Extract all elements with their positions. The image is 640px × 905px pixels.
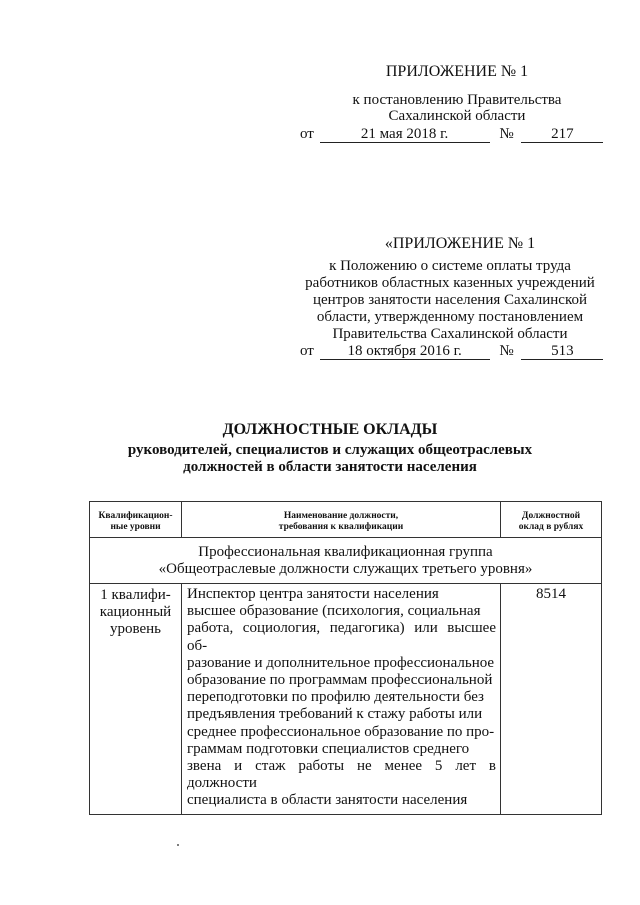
document-subtitle: руководителей, специалистов и служащих общеотраслевых xyxy=(127,442,533,458)
decree-number: 217 xyxy=(521,127,603,143)
amended-appendix-reference xyxy=(290,258,610,343)
appendix-region: Сахалинской области xyxy=(388,108,526,124)
requirement-line: звена и стаж работы не менее 5 лет в должности xyxy=(187,758,496,792)
appendix-date-line xyxy=(300,126,600,143)
reference-line: области, утвержденному постановлением xyxy=(316,309,584,325)
reference-line: работников областных казенных учреждений xyxy=(305,275,595,291)
decree-date: 21 мая 2018 г. xyxy=(320,127,490,143)
salary-table xyxy=(89,501,602,815)
position-name: Инспектор центра занятости населения xyxy=(187,586,439,602)
requirement-line: среднее профессиональное образование по про- xyxy=(187,723,495,740)
group-row xyxy=(90,538,602,584)
position-description xyxy=(182,584,501,815)
amended-appendix-date-line xyxy=(300,343,600,360)
scan-speck xyxy=(177,844,179,846)
qualification-level: 1 квалифи- кационный уровень xyxy=(90,584,182,815)
requirement-line: предъявления требований к стажу работы или xyxy=(187,706,483,723)
qualification-group: Профессиональная квалификационная группа «Общеотраслевые должности служащих третьего уровня» xyxy=(90,538,602,584)
column-header-salary: Должностной оклад в рублях xyxy=(501,502,602,538)
requirement-line: работа, социология, педагогика) или высшее об- xyxy=(187,620,496,654)
column-header-level: Квалификацион- ные уровни xyxy=(90,502,182,538)
number-label: № xyxy=(499,343,514,359)
reference-line: центров занятости населения Сахалинской xyxy=(312,292,588,308)
from-label: от xyxy=(300,343,314,359)
column-header-position: Наименование должности, требования к квалификации xyxy=(182,502,501,538)
number-label: № xyxy=(499,126,514,142)
reference-line: к Положению о системе оплаты труда xyxy=(329,258,571,274)
appendix-title: ПРИЛОЖЕНИЕ № 1 xyxy=(385,63,529,80)
document-heading xyxy=(90,420,570,476)
salary-value: 8514 xyxy=(501,584,602,815)
from-label: от xyxy=(300,126,314,142)
requirement-line: разование и дополнительное профессиональное xyxy=(187,654,495,671)
appendix-reference: к постановлению Правительства xyxy=(352,92,562,108)
requirement-line: граммам подготовки специалистов среднего xyxy=(187,740,470,757)
requirement-line: специалиста в области занятости населения xyxy=(187,792,468,809)
requirement-line: высшее образование (психология, социальная xyxy=(187,603,481,620)
amended-appendix-title: «ПРИЛОЖЕНИЕ № 1 xyxy=(384,235,536,252)
decree-date: 18 октября 2016 г. xyxy=(320,344,490,360)
requirement-line: образование по программам профессиональной xyxy=(187,672,493,689)
document-subtitle: должностей в области занятости населения xyxy=(183,459,477,475)
reference-line: Правительства Сахалинской области xyxy=(332,326,568,342)
decree-number: 513 xyxy=(521,344,603,360)
document-title: ДОЛЖНОСТНЫЕ ОКЛАДЫ xyxy=(222,421,438,438)
table-row xyxy=(90,584,602,815)
table-header-row xyxy=(90,502,602,538)
requirement-line: переподготовки по профилю деятельности без xyxy=(187,689,484,706)
